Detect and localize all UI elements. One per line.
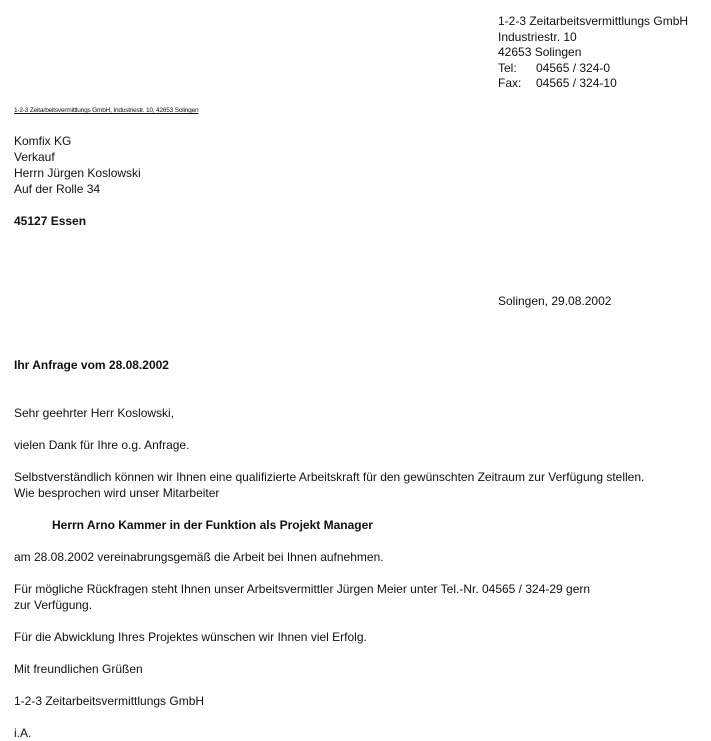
paragraph-contact: [14, 581, 590, 613]
sender-address-block: [498, 14, 688, 92]
sender-tel: 04565 / 324-0: [536, 60, 611, 75]
paragraph-availability-line-2: Wie besprochen wird unser Mitarbeiter: [14, 486, 220, 500]
recipient-city: 45127 Essen: [14, 214, 87, 228]
recipient-person: Herrn Jürgen Koslowski: [14, 166, 141, 180]
sender-company: 1-2-3 Zeitarbeitsvermittlungs GmbH: [498, 14, 689, 28]
thanks-sentence: vielen Dank für Ihre o.g. Anfrage.: [14, 438, 190, 452]
paragraph-contact-line-1: Für mögliche Rückfragen steht Ihnen unser Arbeitsvermittler Jürgen Meier unter Tel.-Nr. 04565 / 324-29 gern: [14, 582, 591, 596]
sender-fax: 04565 / 324-10: [536, 76, 617, 90]
recipient-department: Verkauf: [14, 150, 55, 164]
sender-fax-label: Fax:: [498, 76, 522, 90]
recipient-address-block: [14, 133, 141, 197]
sender-tel-label: Tel:: [498, 60, 517, 75]
sender-street: Industriestr. 10: [498, 29, 577, 44]
sender-tel-row: [498, 61, 688, 77]
sender-city: 42653 Solingen: [498, 45, 582, 59]
employee-highlight: Herrn Arno Kammer in der Funktion als Projekt Manager: [52, 518, 373, 532]
return-address-line: 1-2-3 Zeitarbeitsvermittlungs GmbH, Industriestr. 10, 42653 Solingen: [14, 107, 199, 114]
salutation: Sehr geehrter Herr Koslowski,: [14, 406, 175, 420]
closing-greeting: Mit freundlichen Grüßen: [14, 662, 143, 676]
signature-ia: i.A.: [14, 726, 32, 740]
paragraph-contact-line-2: zur Verfügung.: [14, 598, 93, 612]
paragraph-start-date: am 28.08.2002 vereinabrungsgemäß die Arbeit bei Ihnen aufnehmen.: [14, 550, 384, 564]
paragraph-availability-line-1: Selbstverständlich können wir Ihnen eine qualifizierte Arbeitskraft für den gewünschten Zeitraum zur Verfügung stellen.: [14, 470, 645, 484]
subject-line: Ihr Anfrage vom 28.08.2002: [14, 358, 169, 372]
sender-fax-row: [498, 76, 688, 92]
recipient-company: Komfix KG: [14, 134, 72, 148]
signature-company: 1-2-3 Zeitarbeitsvermittlungs GmbH: [14, 694, 205, 708]
recipient-street: Auf der Rolle 34: [14, 182, 101, 196]
place-date: Solingen, 29.08.2002: [498, 294, 612, 308]
paragraph-availability: [14, 469, 644, 501]
paragraph-wishes: Für die Abwicklung Ihres Projektes wünschen wir Ihnen viel Erfolg.: [14, 630, 367, 644]
